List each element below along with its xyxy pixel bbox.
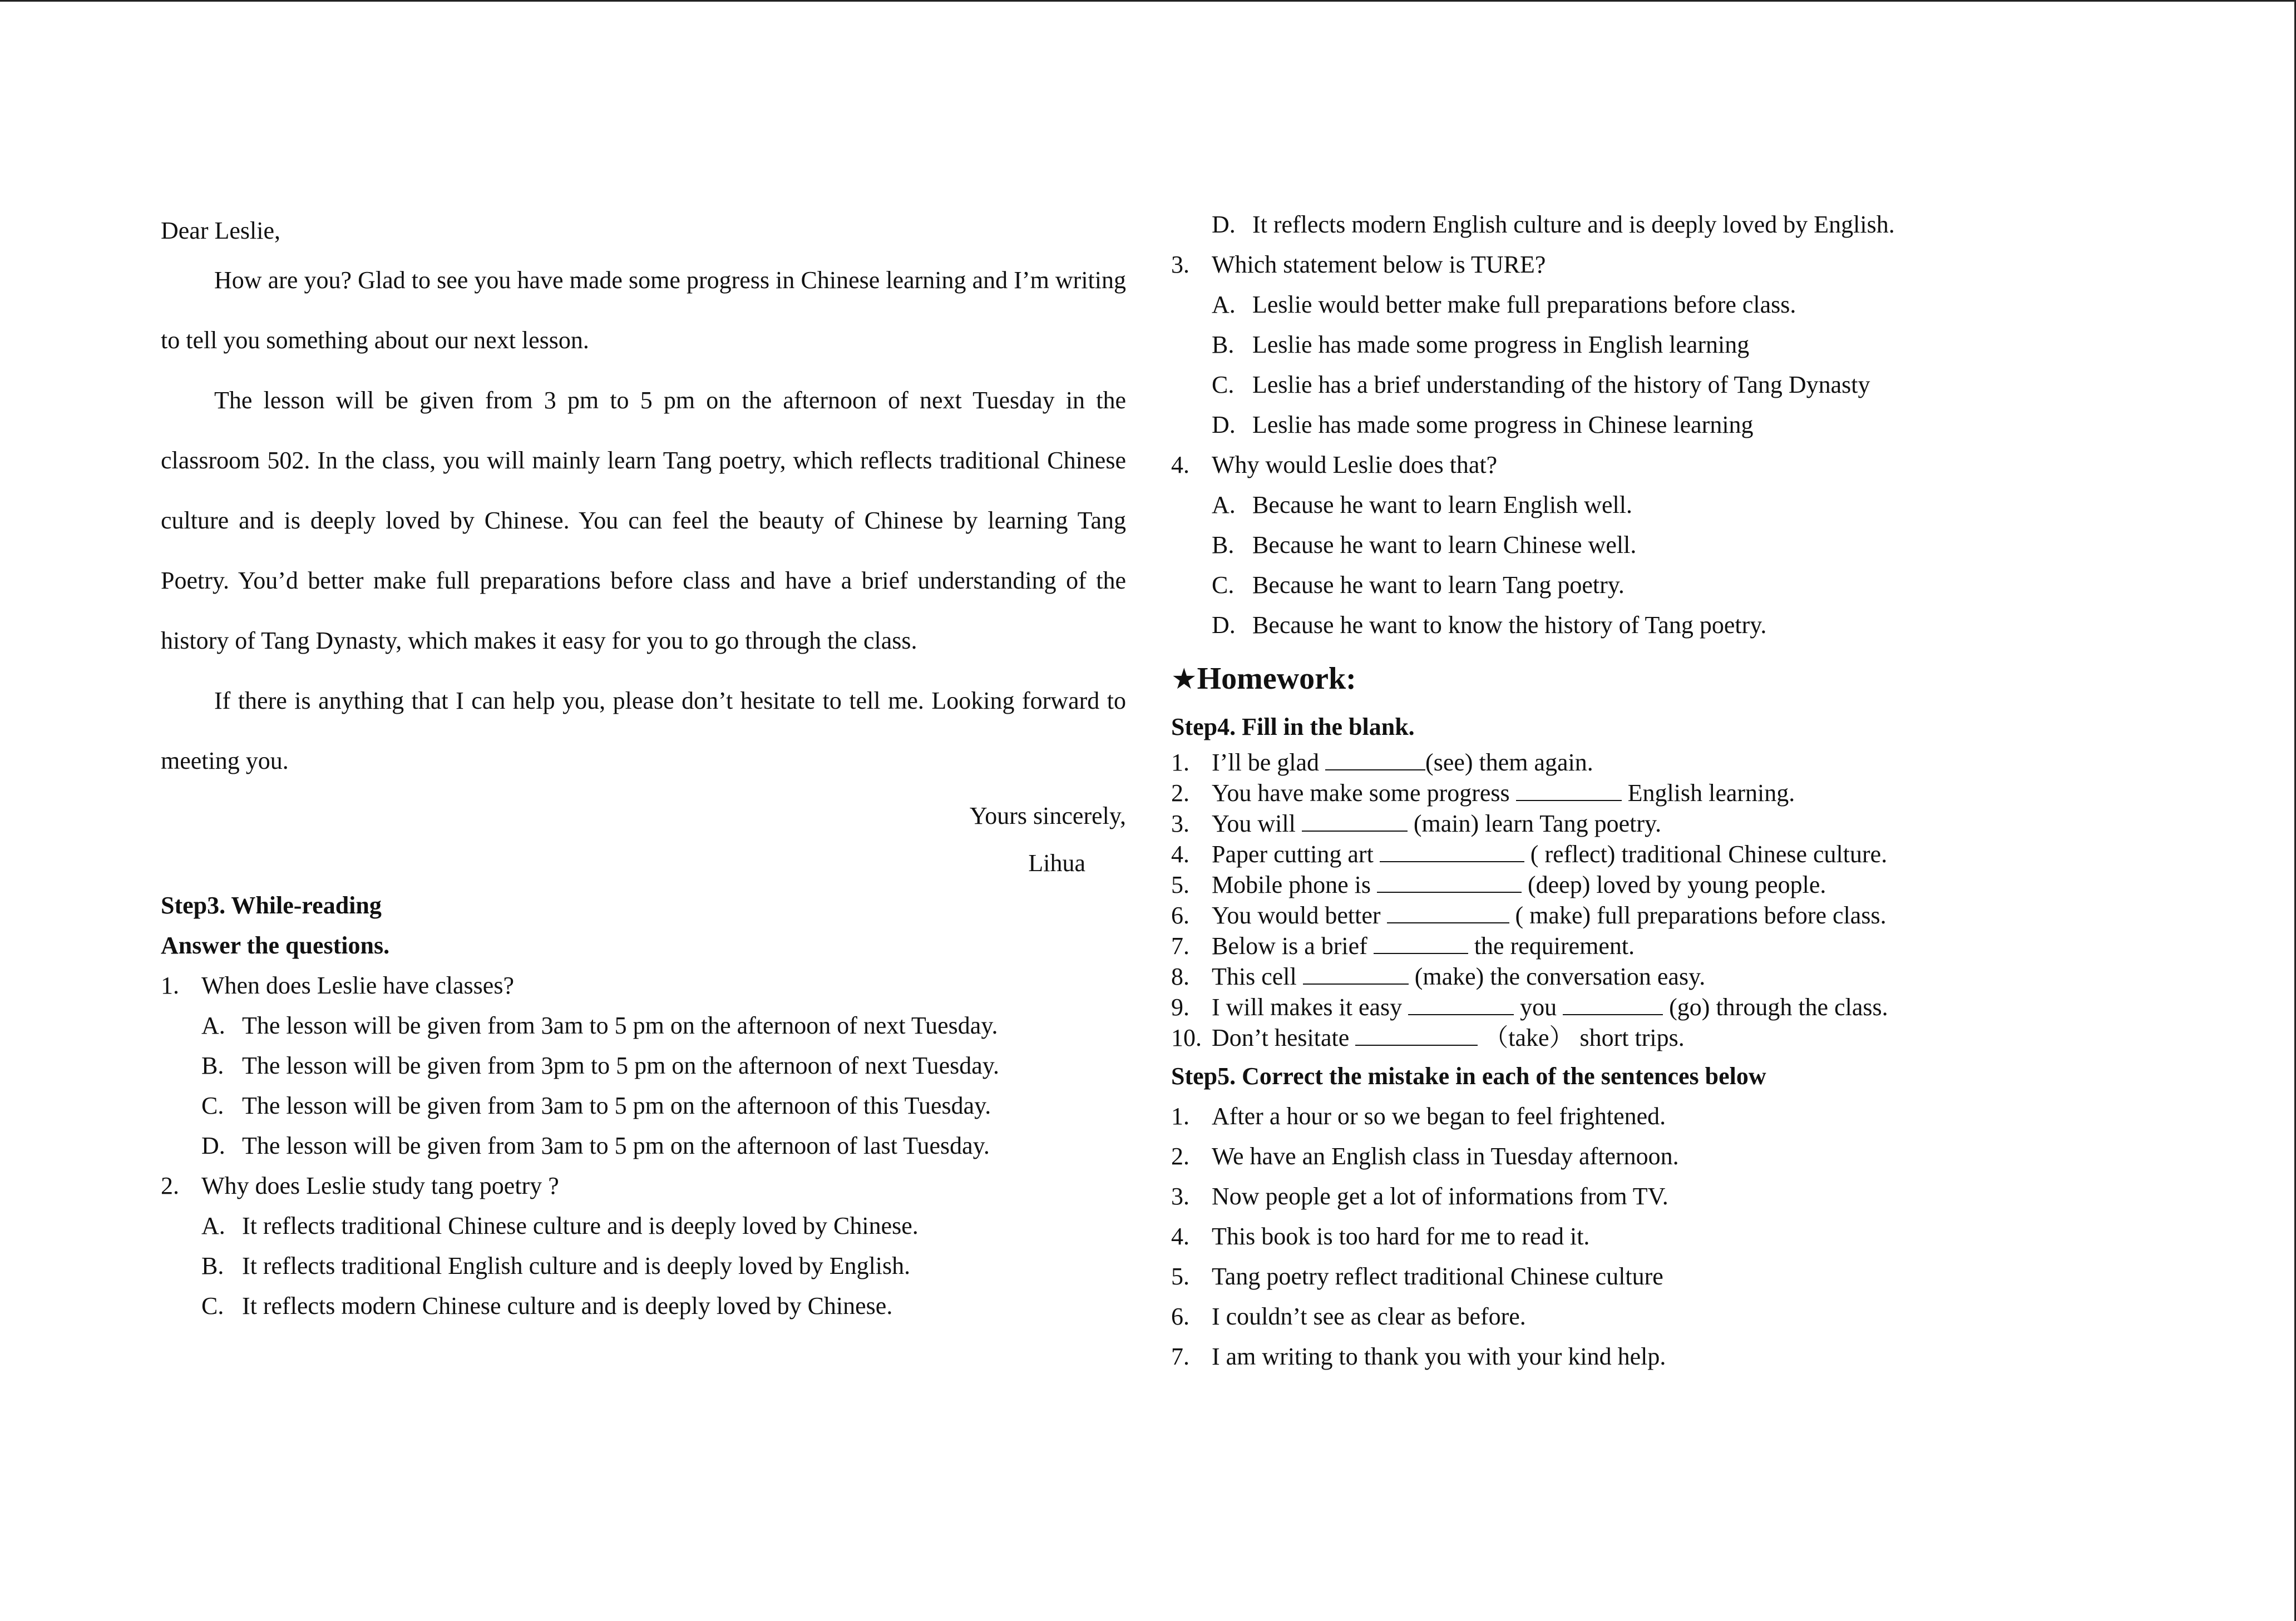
question-3 [1171, 245, 2228, 285]
option-text: The lesson will be given from 3am to 5 pm on the afternoon of last Tuesday. [242, 1132, 990, 1159]
fill-text-after: ( make) full preparations before class. [1509, 902, 1887, 929]
step3-subtitle: Answer the questions. [161, 932, 390, 959]
correction-sentence: This book is too hard for me to read it. [1212, 1223, 1590, 1250]
right-column [1171, 205, 2228, 1377]
answer-blank[interactable] [1563, 993, 1663, 1015]
fill-item [1171, 839, 2228, 869]
correction-item [1171, 1096, 2228, 1136]
fill-text-after: (make) the conversation easy. [1408, 963, 1706, 990]
step4-title: Step4. Fill in the blank. [1171, 713, 1415, 740]
left-column [161, 211, 1126, 1326]
option-letter: C. [1212, 371, 1235, 398]
option-letter: D. [1212, 411, 1236, 438]
fill-text-before: You would better [1212, 902, 1387, 929]
correction-item [1171, 1177, 2228, 1217]
option-letter: C. [201, 1092, 224, 1119]
option-letter: A. [1212, 291, 1236, 318]
answer-blank[interactable] [1380, 840, 1524, 862]
fill-text-before: I’ll be glad [1212, 749, 1326, 776]
fill-item-number: 10. [1171, 1024, 1202, 1051]
answer-blank[interactable] [1377, 871, 1522, 893]
fill-text-after: you [1514, 994, 1563, 1021]
fill-text-after: English learning. [1621, 779, 1795, 807]
fill-text-before: Paper cutting art [1212, 841, 1380, 868]
option [1171, 605, 2228, 645]
star-icon: ★ [1171, 663, 1197, 696]
letter-closing: Yours sincerely, [969, 802, 1126, 829]
correction-number: 2. [1171, 1143, 1189, 1170]
correction-number: 6. [1171, 1303, 1189, 1330]
fill-text-before: You will [1212, 810, 1302, 837]
fill-text-before: Mobile phone is [1212, 871, 1377, 898]
correction-number: 7. [1171, 1343, 1189, 1370]
step5-title: Step5. Correct the mistake in each of the sentences below [1171, 1062, 1766, 1090]
correction-number: 5. [1171, 1263, 1189, 1290]
fill-item-number: 9. [1171, 994, 1189, 1021]
fill-item-number: 6. [1171, 902, 1189, 929]
fill-item [1171, 900, 2228, 931]
option-letter: C. [201, 1292, 224, 1319]
option-letter: A. [201, 1212, 225, 1239]
fill-text-before: I will makes it easy [1212, 994, 1409, 1021]
fill-text-after: (main) learn Tang poetry. [1407, 810, 1662, 837]
option-text: The lesson will be given from 3am to 5 pm on the afternoon of next Tuesday. [242, 1012, 998, 1039]
fill-text-after: the requirement. [1468, 932, 1635, 960]
option [161, 1246, 1126, 1286]
correction-number: 4. [1171, 1223, 1189, 1250]
fill-item [1171, 931, 2228, 961]
correction-item [1171, 1257, 2228, 1297]
option [1171, 485, 2228, 525]
fill-text-before: You have make some progress [1212, 779, 1516, 807]
step3-title: Step3. While-reading [161, 892, 382, 919]
question-text: When does Leslie have classes? [201, 972, 514, 999]
option-letter: B. [1212, 531, 1235, 559]
option-text: It reflects traditional Chinese culture and is deeply loved by Chinese. [242, 1212, 919, 1239]
fill-item-number: 7. [1171, 932, 1189, 960]
option-text: Because he want to learn Tang poetry. [1252, 571, 1625, 599]
option-text: Because he want to know the history of Tang poetry. [1252, 611, 1767, 639]
fill-item-number: 8. [1171, 963, 1189, 990]
fill-item [1171, 808, 2228, 839]
answer-blank[interactable] [1516, 779, 1622, 801]
option-text: Leslie has made some progress in Chinese learning [1252, 411, 1754, 438]
letter-signature: Lihua [1028, 849, 1085, 877]
option [161, 1126, 1126, 1166]
correction-item [1171, 1136, 2228, 1177]
option-letter: A. [201, 1012, 225, 1039]
letter-paragraph-2: The lesson will be given from 3 pm to 5 pm on the afternoon of next Tuesday in the classroom 502. In the class, you will mainly learn Tang poetry, which reflects traditional Chinese culture and is deeply loved by Chinese. You can feel the beauty of Chinese by learning Tang Poetry. You’d better make full preparations before class and have a brief understanding of the history of Tang Dynasty, which makes it easy for you to go through the class. [161, 387, 1126, 654]
option-letter: B. [201, 1252, 224, 1279]
option [1171, 405, 2228, 445]
option-text: It reflects modern Chinese culture and is deeply loved by Chinese. [242, 1292, 893, 1319]
correction-sentence: Now people get a lot of informations from TV. [1212, 1183, 1668, 1210]
fill-text-after: (deep) loved by young people. [1521, 871, 1826, 898]
question-number: 1. [161, 972, 179, 999]
option-text: Leslie would better make full preparations before class. [1252, 291, 1796, 318]
option [161, 1046, 1126, 1086]
fill-item-number: 1. [1171, 749, 1189, 776]
option-letter: D. [1212, 611, 1236, 639]
question-number: 2. [161, 1172, 179, 1199]
fill-text-after: (see) them again. [1425, 749, 1593, 776]
correction-item [1171, 1297, 2228, 1337]
fill-text-after: (go) through the class. [1663, 994, 1888, 1021]
option-letter: A. [1212, 491, 1236, 518]
answer-blank[interactable] [1374, 932, 1468, 954]
fill-item-number: 5. [1171, 871, 1189, 898]
correction-sentence: We have an English class in Tuesday afternoon. [1212, 1143, 1679, 1170]
option-text: It reflects traditional English culture and is deeply loved by English. [242, 1252, 911, 1279]
fill-item-text [1212, 961, 1705, 992]
fill-item [1171, 1022, 2228, 1053]
question-text: Which statement below is TURE? [1212, 251, 1546, 278]
letter [161, 211, 1126, 886]
fill-text-before: Don’t hesitate [1212, 1024, 1356, 1051]
answer-blank[interactable] [1325, 748, 1425, 770]
option-letter: D. [1212, 211, 1236, 238]
question-1 [161, 966, 1126, 1006]
correction-item [1171, 1217, 2228, 1257]
fill-item-text [1212, 778, 1795, 808]
answer-blank[interactable] [1302, 809, 1408, 832]
fill-item [1171, 869, 2228, 900]
fill-text-after: ( reflect) traditional Chinese culture. [1524, 841, 1888, 868]
correction-number: 1. [1171, 1103, 1189, 1130]
fill-item-text [1212, 900, 1887, 931]
question-text: Why would Leslie does that? [1212, 451, 1498, 478]
correction-sentence: After a hour or so we began to feel frightened. [1212, 1103, 1666, 1130]
fill-item-text [1212, 1022, 1685, 1053]
option-text: Leslie has a brief understanding of the history of Tang Dynasty [1252, 371, 1870, 398]
option-letter: B. [201, 1052, 224, 1079]
fill-text-after: （take） short trips. [1478, 1024, 1685, 1051]
fill-text-before: Below is a brief [1212, 932, 1374, 960]
option [161, 1006, 1126, 1046]
letter-greeting: Dear Leslie, [161, 217, 280, 244]
correction-sentence: I am writing to thank you with your kind help. [1212, 1343, 1666, 1370]
fill-item-number: 3. [1171, 810, 1189, 837]
correction-number: 3. [1171, 1183, 1189, 1210]
correction-item [1171, 1337, 2228, 1377]
question-number: 3. [1171, 251, 1189, 278]
answer-blank[interactable] [1408, 993, 1514, 1015]
fill-item-text [1212, 747, 1593, 778]
fill-item [1171, 747, 2228, 778]
letter-paragraph-1: How are you? Glad to see you have made some progress in Chinese learning and I’m writing to tell you something about our next lesson. [161, 266, 1126, 354]
answer-blank[interactable] [1303, 962, 1409, 985]
fill-item-number: 2. [1171, 779, 1189, 807]
option-text: Because he want to learn English well. [1252, 491, 1633, 518]
answer-blank[interactable] [1387, 901, 1509, 923]
option [1171, 565, 2228, 605]
option [161, 1286, 1126, 1326]
correct-mistake-list [1171, 1096, 2228, 1377]
fill-item-number: 4. [1171, 841, 1189, 868]
option [161, 1086, 1126, 1126]
fill-item-text [1212, 869, 1826, 900]
option [1171, 365, 2228, 405]
correction-sentence: Tang poetry reflect traditional Chinese culture [1212, 1263, 1663, 1290]
option-letter: C. [1212, 571, 1235, 599]
fill-text-before: This cell [1212, 963, 1303, 990]
fill-in-blank-list [1171, 747, 2228, 1053]
homework-label: Homework: [1197, 661, 1356, 696]
option [161, 1206, 1126, 1246]
option [1171, 285, 2228, 325]
fill-item-text [1212, 931, 1635, 961]
fill-item [1171, 778, 2228, 808]
page-border-top [0, 0, 2296, 2]
option-text: The lesson will be given from 3pm to 5 pm on the afternoon of next Tuesday. [242, 1052, 999, 1079]
correction-sentence: I couldn’t see as clear as before. [1212, 1303, 1526, 1330]
fill-item-text [1212, 992, 1888, 1022]
option [1171, 325, 2228, 365]
homework-title [1171, 651, 2228, 707]
question-number: 4. [1171, 451, 1189, 478]
answer-blank[interactable] [1355, 1024, 1478, 1046]
option-text: It reflects modern English culture and is deeply loved by English. [1252, 211, 1895, 238]
question-2 [161, 1166, 1126, 1206]
option-text: Because he want to learn Chinese well. [1252, 531, 1637, 559]
option [1171, 525, 2228, 565]
fill-item-text [1212, 808, 1661, 839]
option [1171, 205, 2228, 245]
question-text: Why does Leslie study tang poetry ? [201, 1172, 559, 1199]
option-text: Leslie has made some progress in English learning [1252, 331, 1750, 358]
option-letter: D. [201, 1132, 225, 1159]
fill-item [1171, 992, 2228, 1022]
option-letter: B. [1212, 331, 1235, 358]
option-text: The lesson will be given from 3am to 5 pm on the afternoon of this Tuesday. [242, 1092, 991, 1119]
question-4 [1171, 445, 2228, 485]
fill-item-text [1212, 839, 1887, 869]
fill-item [1171, 961, 2228, 992]
letter-paragraph-3: If there is anything that I can help you, please don’t hesitate to tell me. Looking forward to meeting you. [161, 687, 1126, 774]
